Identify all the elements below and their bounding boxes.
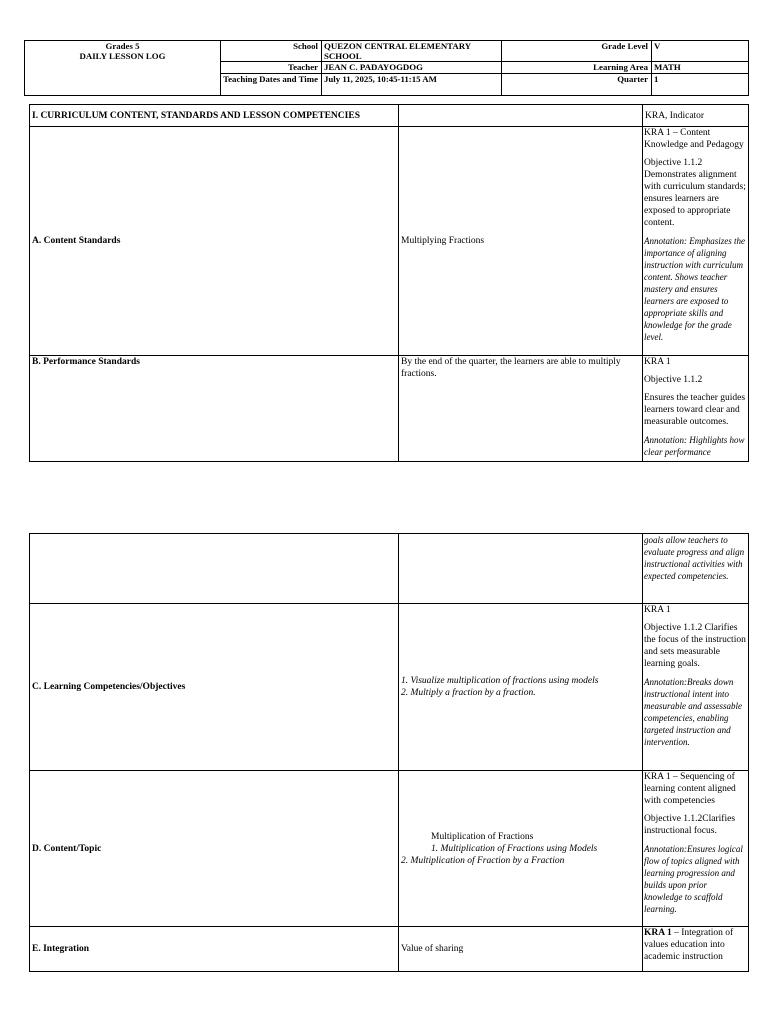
objective-text: Objective 1.1.2 Clarifies the focus of the instruction and sets measurable learning goals.: [644, 623, 746, 669]
objective-text: Objective 1.1.2Clarifies instructional focus.: [644, 814, 736, 836]
topic-item-2: 2. Multiplication of Fraction by a Fraction: [401, 855, 565, 866]
row-b-cont-content: [399, 534, 643, 604]
annotation-text: Annotation: Highlights how clear performance: [644, 435, 745, 457]
objective-text: Objective 1.1.2 Demonstrates alignment with curriculum standards; ensures learners are exposed to appropriate content.: [644, 158, 746, 228]
row-b-content: By the end of the quarter, the learners are able to multiply fractions.: [399, 356, 643, 462]
kra-text: KRA 1: [644, 605, 671, 615]
topic-title: Multiplication of Fractions: [431, 831, 534, 842]
row-a-kra: [643, 127, 749, 356]
school-value: QUEZON CENTRAL ELEMENTARY SCHOOL: [322, 41, 502, 62]
dates-label: Teaching Dates and Time: [221, 74, 322, 96]
log-title: DAILY LESSON LOG: [79, 51, 166, 61]
grade-level-label: Grade Level: [502, 41, 652, 62]
learning-area-label: Learning Area: [502, 62, 652, 74]
section-empty-cell: [399, 105, 643, 127]
quarter-label: Quarter: [502, 74, 652, 96]
annotation-text: goals allow teachers to evaluate progress and align instructional activities with expected competencies.: [644, 535, 745, 581]
row-b-kra: [643, 356, 749, 462]
row-a-content: Multiplying Fractions: [399, 127, 643, 356]
school-label: School: [221, 41, 322, 62]
teacher-value: JEAN C. PADAYOGDOG: [322, 62, 502, 74]
description-text: Ensures the teacher guides learners toward clear and measurable outcomes.: [644, 393, 746, 427]
row-e-label: E. Integration: [30, 927, 399, 972]
row-b-label: B. Performance Standards: [30, 356, 399, 462]
lesson-table-page2: [29, 533, 749, 972]
row-d-content: [399, 771, 643, 927]
kra-header: KRA, Indicator: [643, 105, 749, 127]
teacher-label: Teacher: [221, 62, 322, 74]
annotation-text: Annotation:Ensures logical flow of topics aligned with learning progression and builds upon prior knowledge to scaffold learning.: [644, 844, 743, 914]
kra-text: – Integration of values education into academic instruction: [644, 928, 734, 962]
row-b-cont-label: [30, 534, 399, 604]
row-e-content: Value of sharing: [399, 927, 643, 972]
competency-1: 1. Visualize multiplication of fractions using models: [401, 676, 599, 686]
quarter-value: 1: [652, 74, 749, 96]
grade-level-value: V: [652, 41, 749, 62]
competency-2: 2. Multiply a fraction by a fraction.: [401, 688, 536, 698]
log-title-cell: [25, 41, 221, 96]
row-e-kra: [643, 927, 749, 972]
row-c-kra: [643, 604, 749, 771]
objective-text: Objective 1.1.2: [644, 375, 703, 385]
kra-text: KRA 1 – Sequencing of learning content aligned with competencies: [644, 772, 736, 806]
row-d-kra: [643, 771, 749, 927]
header-table: [24, 40, 749, 96]
annotation-text: Annotation:Breaks down instructional intent into measurable and assessable competencies, enabling targeted instruction and intervention.: [644, 677, 742, 747]
row-c-label: C. Learning Competencies/Objectives: [30, 604, 399, 771]
topic-item-1: 1. Multiplication of Fractions using Models: [431, 843, 598, 854]
learning-area-value: MATH: [652, 62, 749, 74]
row-d-label: D. Content/Topic: [30, 771, 399, 927]
row-a-label: A. Content Standards: [30, 127, 399, 356]
kra-text: KRA 1: [644, 357, 671, 367]
row-c-content: [399, 604, 643, 771]
kra-text: KRA 1 – Content Knowledge and Pedagogy: [644, 128, 744, 150]
kra-label: KRA 1: [644, 928, 672, 938]
annotation-text: Annotation: Emphasizes the importance of aligning instruction with curriculum content. Shows teacher mastery and ensures learners are exposed to appropriate skills and knowledge for the grade level.: [644, 236, 745, 342]
dates-value: July 11, 2025, 10:45-11:15 AM: [322, 74, 502, 96]
lesson-table-page1: [29, 104, 749, 462]
section-title: I. CURRICULUM CONTENT, STANDARDS AND LESSON COMPETENCIES: [30, 105, 399, 127]
grades-label: Grades 5: [105, 41, 140, 51]
row-b-cont-kra: [643, 534, 749, 604]
